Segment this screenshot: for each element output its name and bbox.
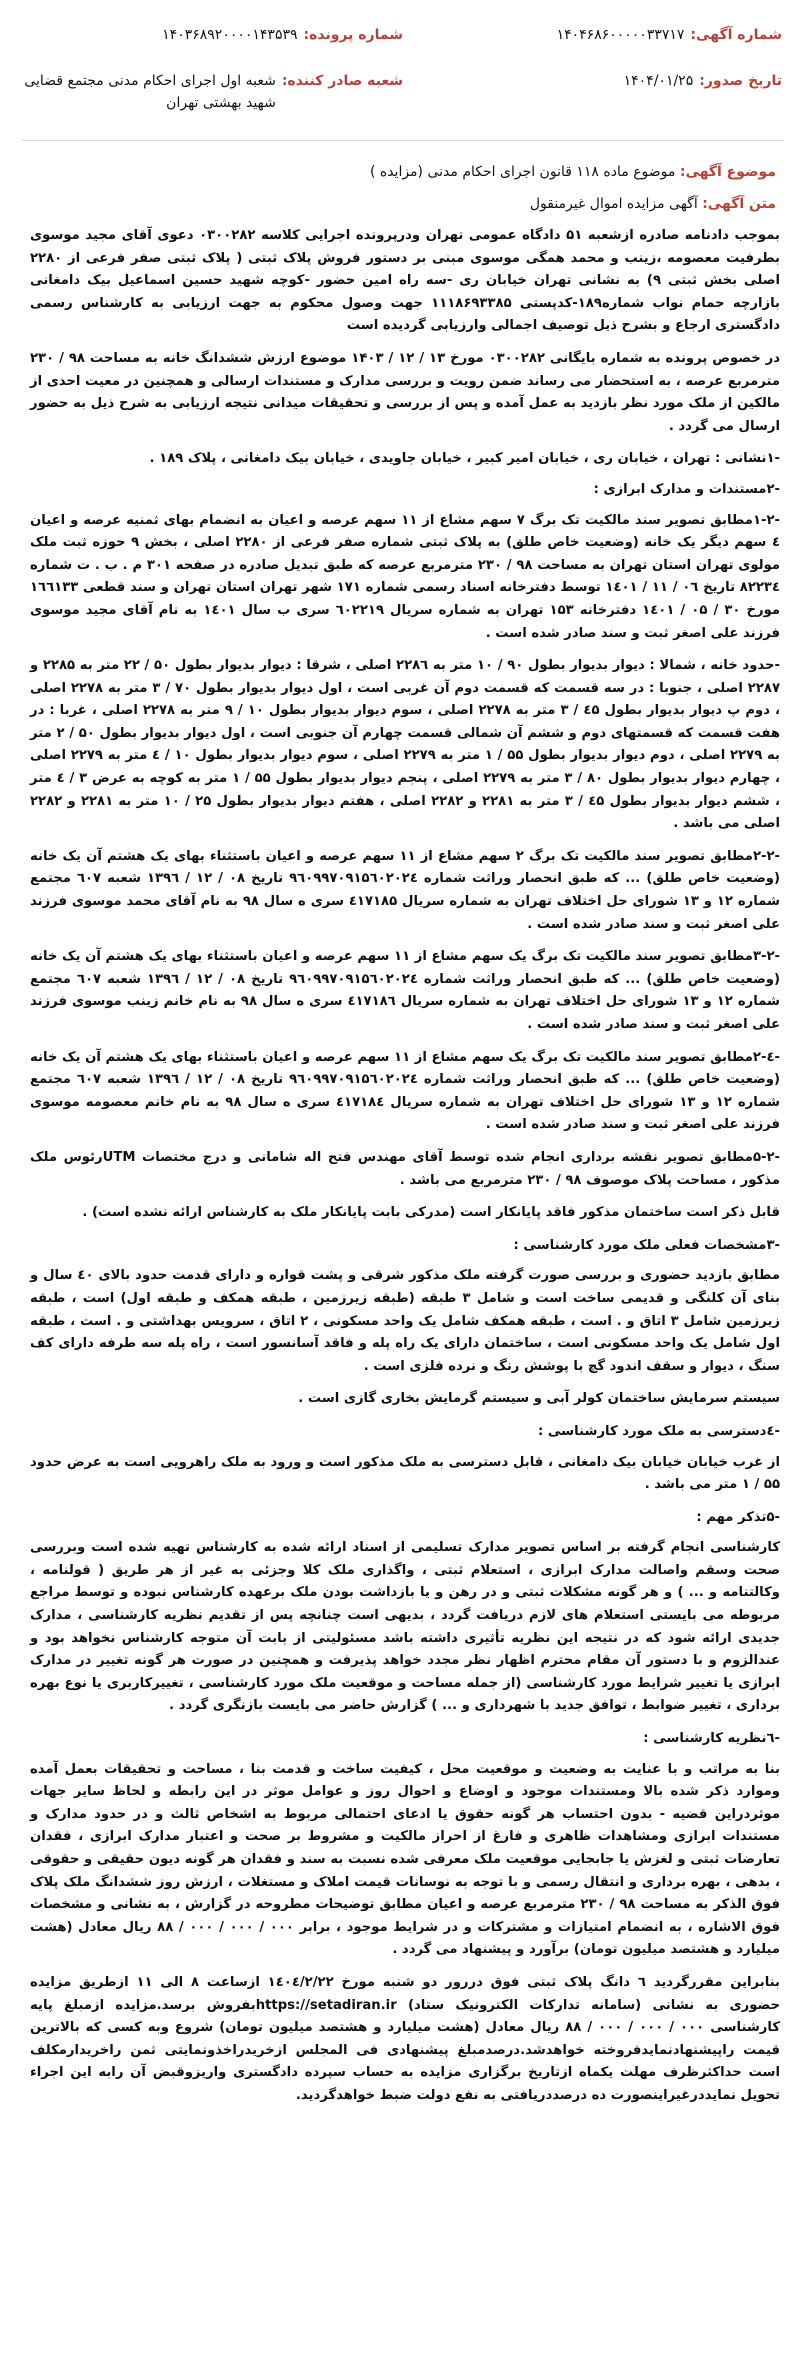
- paragraph-no-completion: قابل ذکر است ساختمان مذکور فاقد پایانکار است (مدرکی بابت پایانکار ملک به کارشناس ارائه نشده است) .: [82, 1205, 780, 1221]
- paragraph-deed-3: -۳-۲مطابق تصویر سند مالکیت تک برگ یک سهم مشاع از ۱۱ سهم عرصه و اعیان باستثناء بهای یک هشتم آن یک خانه (وضعیت خاص طلق) ... که طبق انحصار وراثت شماره ۹٦۰۹۹۷۰۹۱۵٦۰۲۰۲٤ تاریخ ۰۸ / ۱۲ / ۱۳۹٦ شعبه ٦۰۷ مجتمع شماره ۱۲ و ۱۳ شورای حل اختلاف تهران به شماره سریال ٤۱۷۱۸٦ سری ه سال ۹۸ به نام خانم زینب موسوی فرزند علی اصغر ثبت و سند صادر شده است .: [30, 949, 781, 1032]
- paragraph-deed-1: -۱-۲مطابق تصویر سند مالکیت تک برگ ۷ سهم مشاع از ۱۱ سهم عرصه و اعیان به انضمام بهای ثمنیه عرصه و اعیان ٤ سهم دیگر یک خانه (وضعیت خاص طلق) به پلاک ثبتی شماره صفر فرعی از ۲۲۸۰ اصلی ، بخش ۹ حوزه ثبت ملک مولوی تهران استان تهران به مساحت ۹۸ / ۲۳۰ مترمربع عرصه که طبق تبدیل صادره در صفحه ۳۰۱ م . ب . ت شماره ۸۲۲۳٤ تاریخ ۰٦ / ۱۱ / ۱٤۰۱ توسط دفترخانه اسناد رسمی شماره ۱۷۱ شهر تهران استان تهران و سند قطعی ۱٦٦۱۳۳ مورخ ۳۰ / ۰۵ / ۱٤۰۱ دفترخانه ۱۵۳ تهران به شماره سریال ٦۰۲۲۱۹ سری ب سال ۱٤۰۱ به نام آقای مجید موسوی فرزند علی اصغر ثبت و سند صادر شده است .: [30, 512, 781, 641]
- paragraph-case-intro: در خصوص پرونده به شماره بایگانی ۰۳۰۰۲۸۲ مورخ ۱۳ / ۱۲ / ۱۴۰۳ موضوع ارزش ششدانگ خانه به مساحت ۹۸ / ۲۳۰ مترمربع عرصه ، به استحضار می رساند ضمن رویت و بررسی مدارک و مستندات ارسالی و همچنین در معیت احدی از مالکین از ملک مورد نظر بازدید به عمل آمده و پس از بررسی و تحقیقات میدانی نتیجه ارزیابی به شرح ذیل به حضور ارسال می گردد .: [30, 350, 781, 434]
- issuing-branch-row: [24, 70, 403, 114]
- header-divider: [22, 140, 784, 141]
- paragraph-boundaries: -حدود خانه ، شمالا : دیوار بدیوار بطول ۹۰ / ۱۰ متر به ۲۲۸٦ اصلی ، شرقا : دیوار بدیوار بطول ۵۰ / ۲۲ متر به ۲۲۸۵ و ۲۲۸۷ اصلی ، جنوبا : در سه قسمت که قسمت دوم آن غربی است ، اول دیوار بدیوار بطول ۷۰ / ۳ متر به ۲۲۷۸ اصلی ، دوم پ دیوار بدیوار بطول ٤۵ / ۳ متر به ۲۲۷۸ اصلی ، سوم دیوار بدیوار بطول ۱۰ / ۹ متر به ۲۲۷۸ اصلی ، غربا : در هفت قسمت که قسمتهای دوم و ششم آن شمالی قسمت چهارم آن جنوبی است ، اول دیوار بدیوار بطول ۵۰ / ۲ متر به ۲۲۷۹ اصلی ، دوم دیوار بدیوار بطول ۵۵ / ۱ متر به ۲۲۷۹ اصلی ، سوم دیوار بدیوار بطول ۱۰ / ٤ متر به ۲۲۷۹ اصلی ، چهارم دیوار بدیوار بطول ۸۰ / ۳ متر به ۲۲۷۹ اصلی ، پنجم دیوار بدیوار بطول ۵۵ / ۱ متر به کوچه به عرض ۳ / ٤ متر ، ششم دیوار بدیوار بطول ٤۵ / ۳ متر به ۲۲۸۱ و ۲۲۸۲ اصلی ، هفتم دیوار بدیوار بطول ۲۵ / ۱۰ متر به ۲۲۸۱ و ۲۲۸۲ اصلی می باشد .: [30, 658, 781, 832]
- notice-header: [22, 24, 784, 138]
- section-important-note-heading: -۵تذکر مهم :: [696, 1509, 780, 1525]
- issue-date-row: [403, 70, 782, 92]
- paragraph-auction-terms: بنابراین مقررگردید ٦ دانگ پلاک ثبتی فوق دررور دو شنبه مورخ ۱٤۰٤/۲/۲۲ ازساعت ۸ الی ۱۱ ازطریق مزایده حضوری به نشانی (سامانه تدارکات الکترونیک ستاد) https://setadiran.irبفروش برسد.مزایده ازمبلغ پایه کارشناسی ۰۰۰ / ۰۰۰ / ۰۰۰ / ۸۸ ریال معادل (هشت میلیارد و هشتصد میلیون تومان) شروع وبه کسی که بالاترین قیمت راپیشنهادنمایدفروخته خواهدشد.درصدمبلغ پیشنهادی فی المجلس ازخریدراخذونمایتی ثمن راخریدارمکلف است حداکثرظرف مهلت یکماه ازتاریخ برگزاری مزایده به حساب سپرده دادگستری واریزوقبض آن رابه این اجراء تحویل نمایددرغیراینصورت ده درصددریافتی به نفع دولت ضبط خواهدگردید.: [30, 1974, 781, 2103]
- issuing-branch-label: شعبه صادر کننده:: [281, 73, 403, 89]
- section-access-heading: -٤دسترسی به ملک مورد کارشناسی :: [537, 1423, 780, 1439]
- paragraph-expert-opinion: بنا به مراتب و با عنایت به وضعیت و موقعیت محل ، کیفیت ساخت و قدمت بنا ، مساحت و تحقیقات بعمل آمده وموارد ذکر شده بالا ومستندات موجود و اوضاع و احوال روز و عوامل موثر در این رابطه و لحاظ سایر جهات موثردراین قضیه - بدون احتساب هر گونه حقوق یا ادعای احتمالی مربوط به اشخاص ثالث و در حدود مدارک و مستندات ابرازی ومشاهدات ظاهری و فارغ از احراز مالکیت و مشروط بر صحت و اعتبار مدارک ابرازی ، فقدان تعارضات ثبتی و لغزش یا جابجایی موقعیت ملک معرفی شده نسبت به سند و فقدان هر گونه دیون حقیقی و حقوقی ، بدهی ، بهره برداری و انتقال رسمی و با توجه به نوسانات قیمت املاک و مستغلات ، ارزش روز ششدانگ ملک پلاک فوق الذکر به مساحت ۹۸ / ۲۳۰ مترمربع عرصه و اعیان مطابق توضیحات مطروحه در گزارش ، به نشانی و مشخصات فوق الاشاره ، به انضمام امتیازات و مشترکات و در شرایط موجود ، برابر ۰۰۰ / ۰۰۰ / ۰۰۰ / ۸۸ ریال معادل (هشت میلیارد و هشتصد میلیون تومان) برآورد و پیشنهاد می گردد .: [30, 1761, 781, 1958]
- paragraph-building-specs: مطابق بازدید حضوری و بررسی صورت گرفته ملک مذکور شرقی و پشت قواره و دارای قدمت حدود بالای ٤۰ سال و بنای آن کلنگی و قدیمی ساخت است و شامل ۳ طبقه (طبقه زیرزمین ، طبقه همکف و طبقه اول) است ، طبقه زیرزمین شامل ۳ اتاق و . است ، طبقه همکف شامل یک واحد مسکونی ، ۲ اتاق ، سرویس بهداشتی و . است ، طبقه اول شامل یک واحد مسکونی است ، ساختمان دارای یک راه پله و فاقد آسانسور است ، راه پله سه طرفه دارای کف سنگ ، دیوار و سقف اندود گچ با پوشش رنگ و نرده فلزی است .: [30, 1268, 780, 1374]
- paragraph-deed-2: -۲-۲مطابق تصویر سند مالکیت تک برگ ۲ سهم مشاع از ۱۱ سهم عرصه و اعیان باستثناء بهای یک هشتم آن یک خانه (وضعیت خاص طلق) ... که طبق انحصار وراثت شماره ۹٦۰۹۹۷۰۹۱۵٦۰۲۰۲٤ تاریخ ۰۸ / ۱۲ / ۱۳۹٦ شعبه ٦۰۷ مجتمع شماره ۱۲ و ۱۳ شورای حل اختلاف تهران به شماره سریال ٤۱۷۱۸۵ سری ه سال ۹۸ به نام آقای محمد موسوی فرزند علی اصغر ثبت و سند صادر شده است .: [30, 848, 781, 932]
- section-current-specs-heading: -۳مشخصات فعلی ملک مورد کارشناسی :: [513, 1237, 780, 1253]
- issue-date-label: تاریخ صدور:: [699, 73, 782, 89]
- ad-number: ۱۴۰۴۶۸۶۰۰۰۰۰۳۳۷۱۷: [556, 27, 685, 43]
- notice-body: [22, 225, 784, 2108]
- ad-number-label: شماره آگهی:: [690, 27, 782, 43]
- subject-value: موضوع ماده ۱۱۸ قانون اجرای احکام مدنی (مزایده ): [369, 164, 676, 180]
- paragraph-address: -۱نشانی : تهران ، خیابان ری ، خیابان امیر کبیر ، خیابان جاویدی ، خیابان بیک دامغانی ، پلاک ۱۸۹ .: [149, 451, 780, 467]
- case-number-row: [24, 24, 403, 46]
- paragraph-hvac: سیستم سرمایش ساختمان کولر آبی و سیستم گرمایش بخاری گازی است .: [298, 1391, 780, 1407]
- paragraph-deed-4: -٤-۲مطابق تصویر سند مالکیت تک برگ یک سهم مشاع از ۱۱ سهم عرصه و اعیان باستثناء بهای یک هشتم آن یک خانه (وضعیت خاص طلق) ... که طبق انحصار وراثت شماره ۹٦۰۹۹۷۰۹۱۵٦۰۲۰۲٤ تاریخ ۰۸ / ۱۲ / ۱۳۹٦ شعبه ٦۰۷ مجتمع شماره ۱۲ و ۱۳ شورای حل اختلاف تهران به شماره سریال ٤۱۷۱۸٤ سری ه سال ۹۸ به نام خانم معصومه موسوی فرزند علی اصغر ثبت و سند صادر شده است .: [30, 1049, 781, 1133]
- notice-text-title: [22, 193, 776, 215]
- notice-subject: [22, 161, 776, 183]
- section-documents-heading: -۲مستندات و مدارک ابرازی :: [593, 481, 780, 497]
- paragraph-judgment: بموجب دادنامه صادره ازشعبه ۵۱ دادگاه عمومی تهران ودرپرونده اجرایی کلاسه ۰۳۰۰۲۸۲ دعوی آقای مجید موسوی بطرفیت معصومه ،زینب و محمد همگی موسوی مبنی بر دستور فروش پلاک ثبتی ( پلاک ثبتی صفر فرعی از ۲۲۸۰ اصلی بخش ثبتی ۹) به نشانی تهران خیابان ری -سه راه امین حضور -کوچه شهید حسین اسماعیل بیک دامغانی بازارچه حمام نواب شماره۱۸۹-کدپستی ۱۱۱۸۶۹۳۳۸۵ جهت وصول محکوم به جهت ارزیابی به کارشناس رسمی دادگستری ارجاع و بشرح ذیل توصیف اجمالی وارزیابی گردیده است: [30, 228, 781, 334]
- text-title-value: آگهی مزایده اموال غیرمنقول: [529, 196, 698, 212]
- text-label: متن آگهی:: [702, 196, 776, 212]
- header-right-column: [403, 24, 782, 138]
- issue-date: ۱۴۰۴/۰۱/۲۵: [623, 73, 694, 89]
- ad-number-row: [403, 24, 782, 46]
- case-number: ۱۴۰۳۶۸۹۲۰۰۰۰۱۴۳۵۳۹: [162, 27, 298, 43]
- subject-label: موضوع آگهی:: [679, 164, 776, 180]
- paragraph-survey: -۵-۲مطابق تصویر نقشه برداری انجام شده توسط آقای مهندس فتح اله شامانی و درج مختصات UTMرئوس ملک مذکور ، مساحت پلاک موصوف ۹۸ / ۲۳۰ مترمربع می باشد .: [30, 1149, 780, 1188]
- issuing-branch: شعبه اول اجرای احکام مدنی مجتمع قضایی شهید بهشتی تهران: [24, 73, 276, 111]
- case-number-label: شماره پرونده:: [303, 27, 403, 43]
- paragraph-access: از غرب خیابان خیابان بیک دامغانی ، قابل دسترسی به ملک مذکور است و ورود به ملک راهرویی است به عرض حدود ۵۵ / ۱ متر می باشد .: [30, 1454, 780, 1493]
- header-left-column: [24, 24, 403, 138]
- section-expert-opinion-heading: -٦نظریه کارشناسی :: [643, 1731, 780, 1747]
- paragraph-important-note: کارشناسی انجام گرفته بر اساس تصویر مدارک تسلیمی از اسناد ارائه شده به کارشناس تهیه شده است وبررسی صحت وسقم واصالت مدارک ابرازی ، استعلام ثبتی ، واگذاری ملک کلا وجزئی به غیر از هر طریق ( قولنامه ، وکالتنامه و ... ) و هر گونه مشکلات ثبتی و در رهن و یا بازداشت بودن ملک برعهده کارشناس نبوده و توسط مراجع مربوطه می بایستی استعلام های لازم دریافت گردد ، بدیهی است چنانچه پس از تقدیم نظریه کارشناسی ، مدارک جدیدی ارائه شود که در نتیجه این نظریه تأثیری داشته باشد مسئولیتی از بابت آن متوجه کارشناس نخواهد بود و عندالزوم و با دستور آن مقام محترم اظهار نظر مجدد خواهد پذیرفت و همچنین در صورت هر گونه تغییر در مدارک ابرازی یا تغییر شرایط مورد کارشناسی (از جمله مساحت و موقعیت ملک مورد کارشناسی ، تغییرکاربری یا نوع بهره برداری ، تغییر ضوابط ، توافق جدید با شهرداری و ... ) گزارش حاضر می بایست بازنگری گردد .: [30, 1540, 780, 1714]
